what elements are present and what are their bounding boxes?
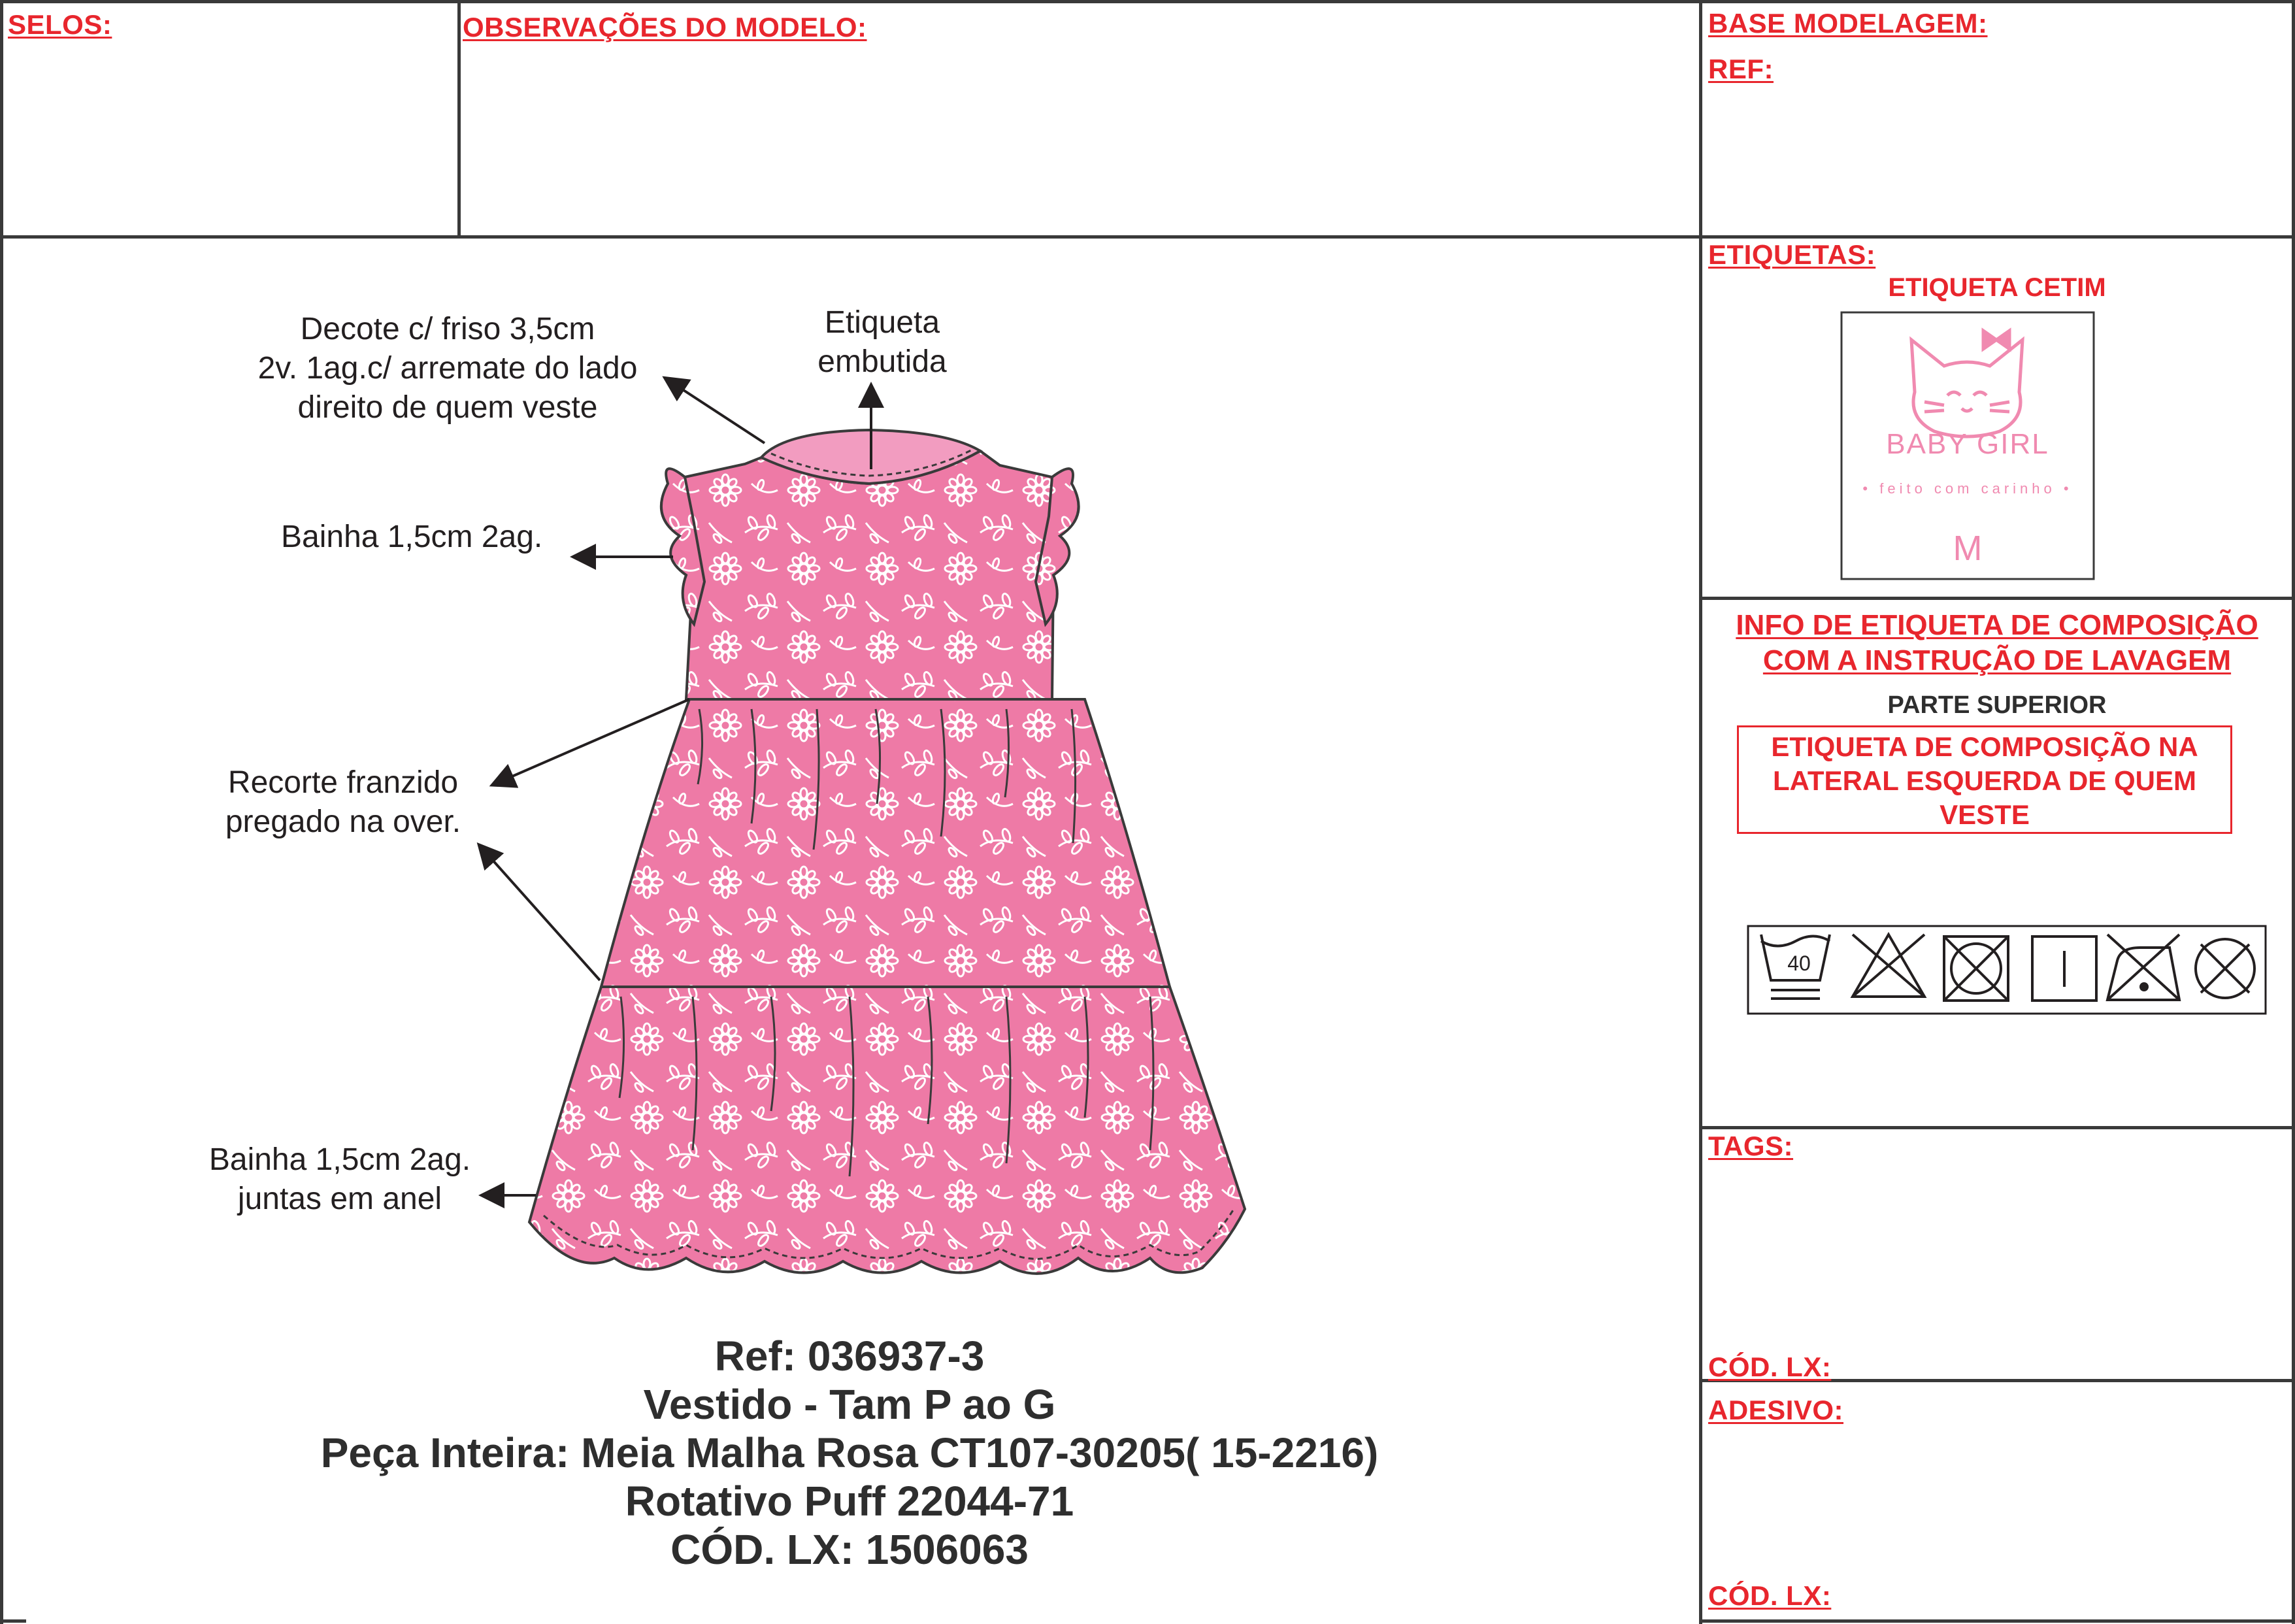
- ref-label: REF:: [1708, 54, 1774, 84]
- note-etiqueta-line-2: embutida: [817, 344, 947, 379]
- note-recorte: [196, 763, 490, 842]
- note-recorte-line-1: Recorte franzido: [227, 765, 459, 800]
- etiqueta-cetim-label: ETIQUETA CETIM: [1888, 273, 2106, 302]
- dress-middle-tier: [601, 699, 1170, 987]
- label-brand: BABY GIRL: [1886, 428, 2049, 460]
- wash-temp-text: 40: [1787, 952, 1811, 975]
- label-tagline: • feito com carinho •: [1862, 480, 2073, 497]
- selos-label: SELOS:: [8, 9, 112, 40]
- note-bainha-barra-line-2: juntas em anel: [237, 1182, 442, 1216]
- cod-lx-label-tags: CÓD. LX:: [1708, 1351, 1832, 1382]
- note-decote: [235, 310, 660, 427]
- composicao-box-line-2: LATERAL ESQUERDA DE QUEM: [1773, 765, 2196, 796]
- base-modelagem-label: BASE MODELAGEM:: [1708, 8, 1988, 39]
- cod-lx-label-adesivo: CÓD. LX:: [1708, 1580, 1832, 1611]
- composicao-title-line-1: INFO DE ETIQUETA DE COMPOSIÇÃO: [1736, 609, 2258, 641]
- arrow-decote: [667, 379, 765, 443]
- spec-peca: Peça Inteira: Meia Malha Rosa CT107-30205( 15-2216): [320, 1429, 1379, 1476]
- note-bainha-barra: [190, 1140, 490, 1219]
- arrow-recorte-bottom: [480, 846, 600, 980]
- arrow-recorte-top: [494, 699, 689, 784]
- note-decote-line-1: Decote c/ friso 3,5cm: [300, 312, 595, 346]
- spec-cod-lx: CÓD. LX: 1506063: [670, 1526, 1029, 1573]
- etiquetas-label: ETIQUETAS:: [1708, 239, 1876, 270]
- spec-produto: Vestido - Tam P ao G: [643, 1381, 1056, 1428]
- note-decote-line-3: direito de quem veste: [297, 390, 598, 425]
- label-size: M: [1953, 529, 1983, 568]
- composicao-box-line-1: ETIQUETA DE COMPOSIÇÃO NA: [1771, 731, 2198, 762]
- note-etiqueta: [784, 303, 980, 382]
- tags-label: TAGS:: [1708, 1131, 1794, 1161]
- parte-superior-label: PARTE SUPERIOR: [1887, 691, 2107, 719]
- observacoes-label: OBSERVAÇÕES DO MODELO:: [463, 12, 867, 42]
- note-decote-line-2: 2v. 1ag.c/ arremate do lado: [257, 351, 638, 386]
- note-etiqueta-line-1: Etiqueta: [824, 305, 940, 340]
- spec-rotativo: Rotativo Puff 22044-71: [625, 1478, 1074, 1525]
- dress-bodice: [673, 451, 1062, 699]
- spec-ref: Ref: 036937-3: [714, 1333, 985, 1380]
- note-bainha-barra-line-1: Bainha 1,5cm 2ag.: [208, 1142, 471, 1177]
- note-bainha-manga: Bainha 1,5cm 2ag.: [281, 520, 543, 554]
- note-recorte-line-2: pregado na over.: [225, 804, 461, 839]
- composicao-title-line-2: COM A INSTRUÇÃO DE LAVAGEM: [1762, 644, 2232, 676]
- care-symbols-strip: [1748, 926, 2266, 1014]
- dress-bottom-tier: [529, 987, 1245, 1274]
- adesivo-label: ADESIVO:: [1708, 1395, 1844, 1425]
- composicao-box-line-3: VESTE: [1940, 799, 2030, 830]
